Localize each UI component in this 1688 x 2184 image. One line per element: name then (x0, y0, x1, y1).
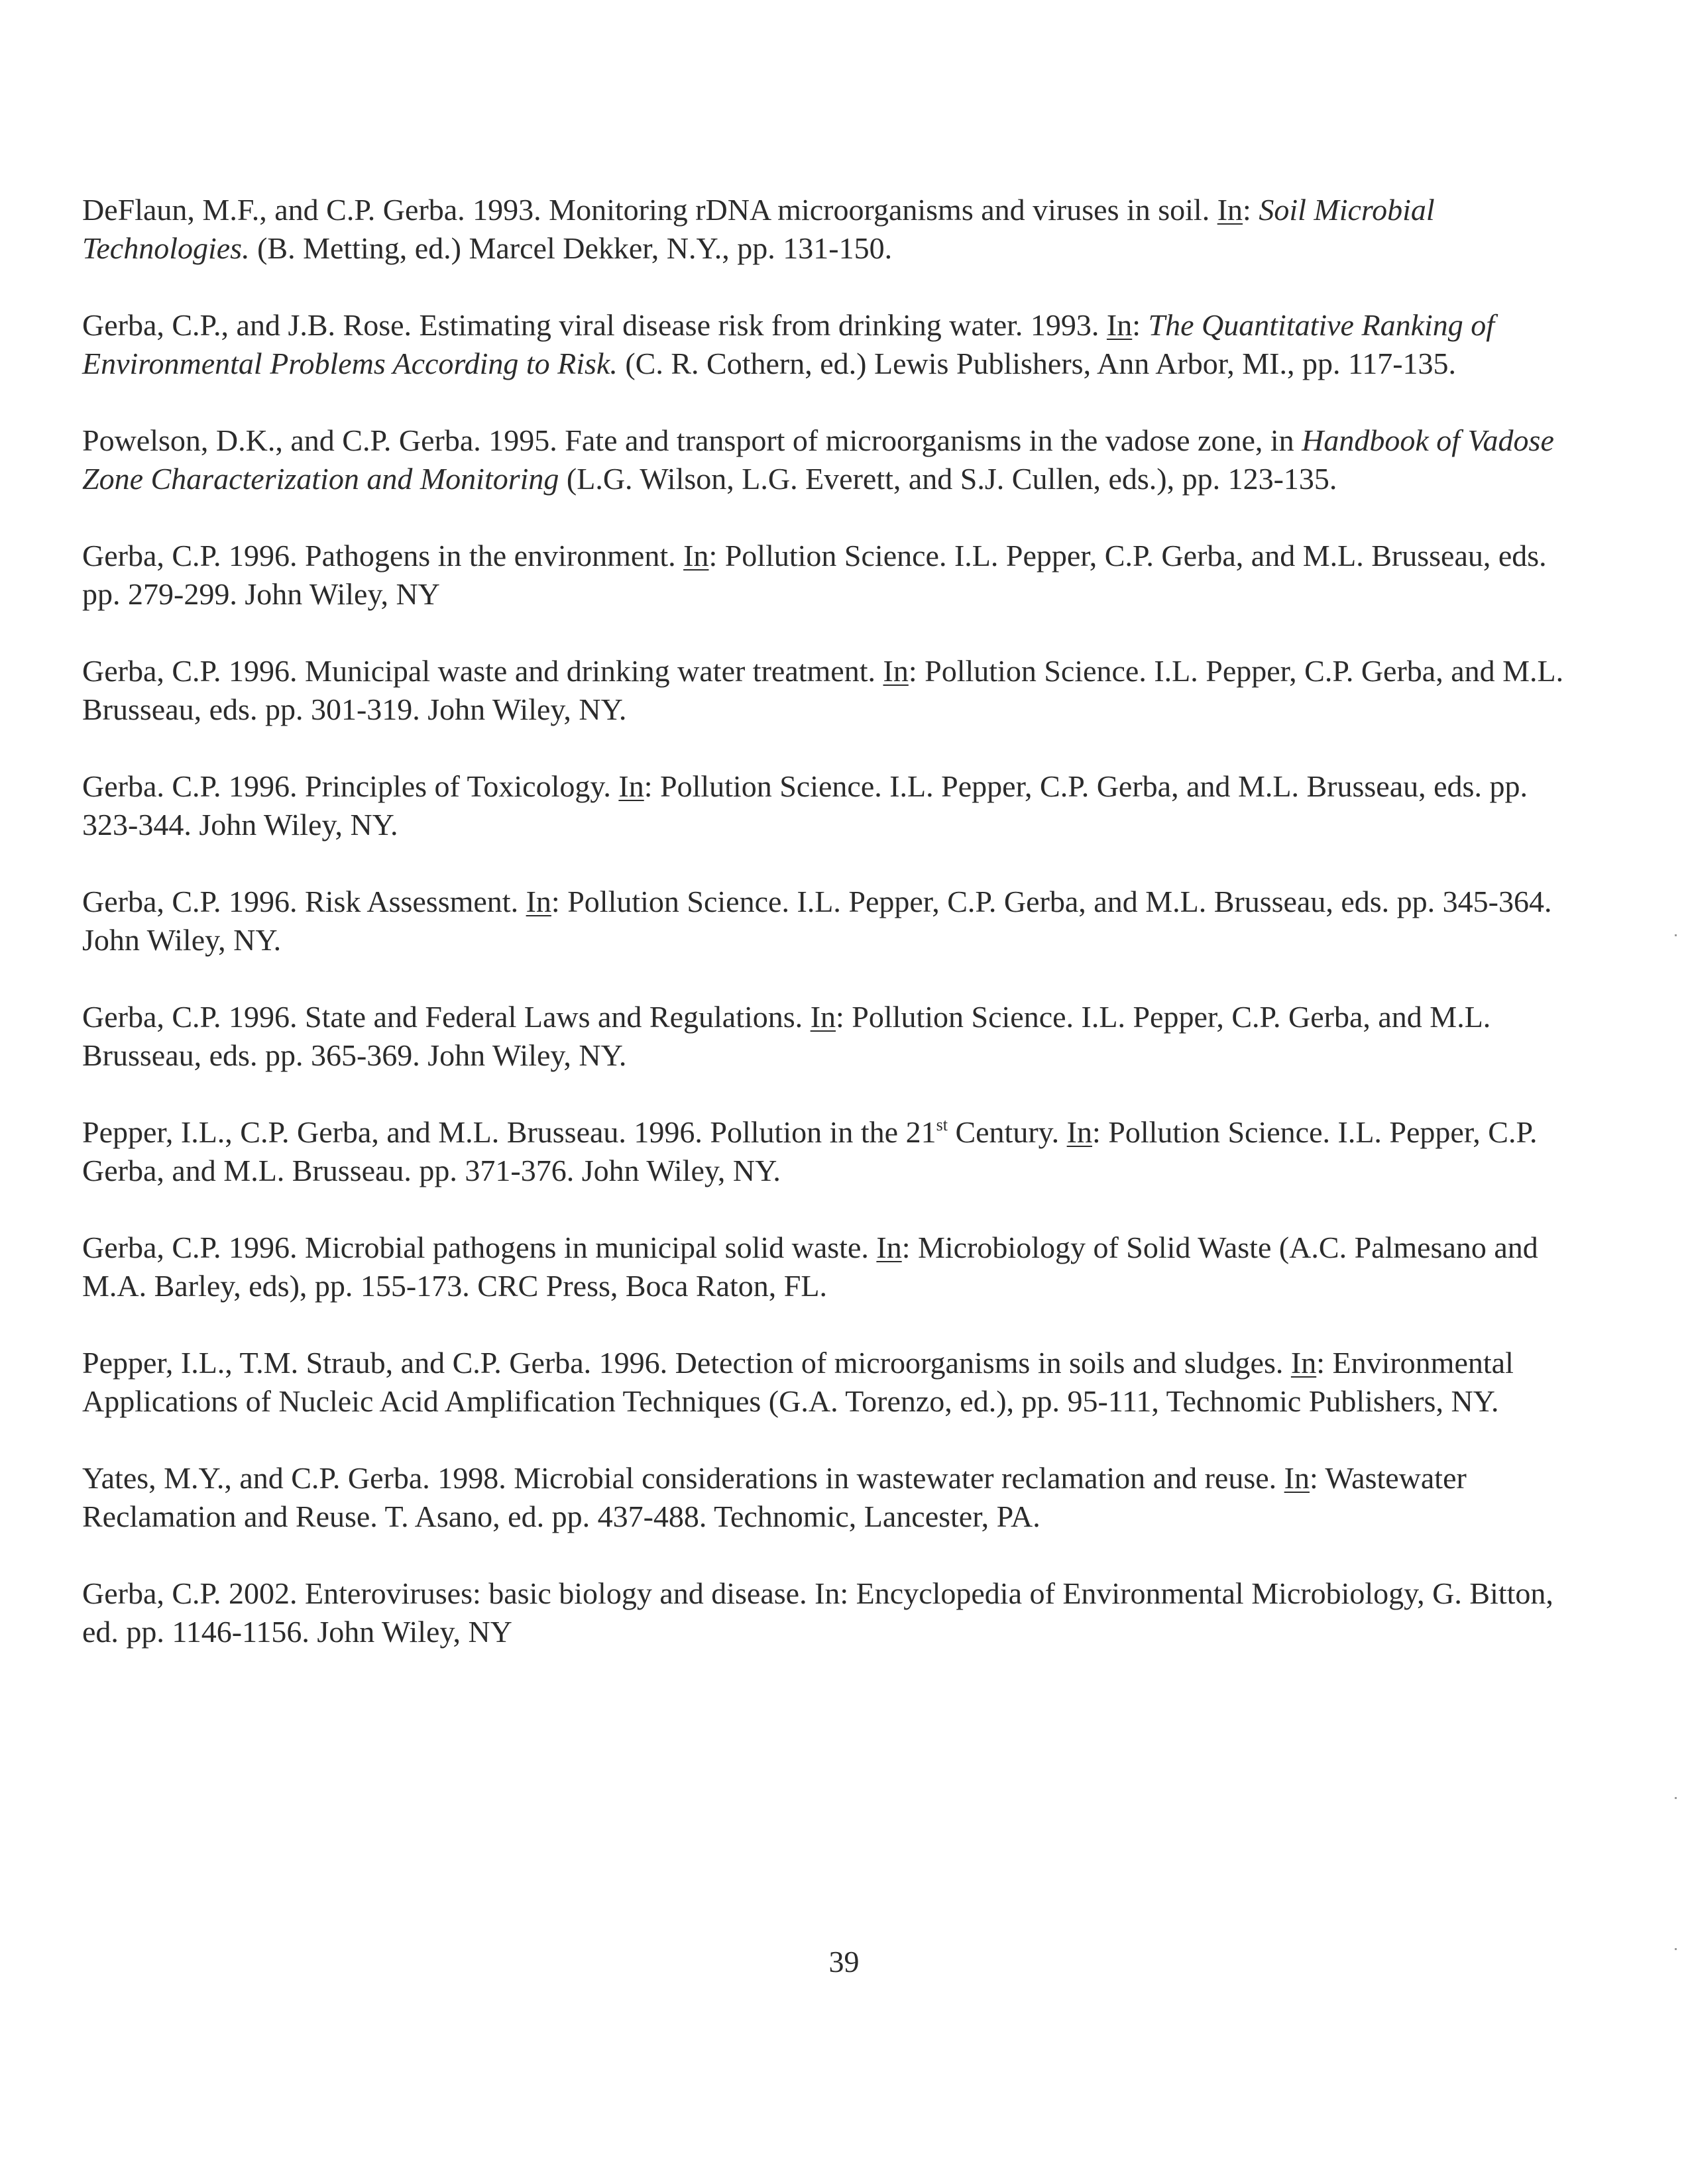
reference-text-underline: In (526, 885, 551, 918)
reference-text-underline: In (683, 539, 709, 573)
reference-entry (82, 883, 1567, 959)
reference-text-plain: : Wastewater Reclamation and Reuse. T. Asano, ed. pp. 437-488. Technomic, Lancester, PA. (82, 1461, 1467, 1533)
reference-entry (82, 652, 1567, 729)
reference-entry (82, 998, 1567, 1075)
reference-entry (82, 421, 1567, 498)
reference-list (82, 191, 1567, 1690)
reference-text-underline: In (1284, 1461, 1310, 1495)
reference-text-plain: Gerba, C.P. 2002. Enteroviruses: basic biology and disease. In: Encyclopedia of Environmental Microbiology, G. Bitton, ed. pp. 1146-1156. John Wiley, NY (82, 1576, 1553, 1649)
reference-text-plain: : Environmental Applications of Nucleic Acid Amplification Techniques (G.A. Torenzo, ed.), pp. 95-111, Technomic Publishers, NY. (82, 1346, 1514, 1418)
reference-entry (82, 767, 1567, 844)
scan-artifact (1675, 934, 1677, 936)
reference-text-plain: : Pollution Science. I.L. Pepper, C.P. Gerba, and M.L. Brusseau, eds. pp. 301-319. John Wiley, NY. (82, 654, 1564, 726)
reference-entry (82, 1228, 1567, 1305)
reference-text-plain: Gerba, C.P., and J.B. Rose. Estimating viral disease risk from drinking water. 1993. (82, 308, 1107, 342)
page-number: 39 (828, 1945, 860, 1979)
scan-artifact (1675, 1948, 1677, 1950)
reference-text-plain: Pepper, I.L., T.M. Straub, and C.P. Gerba. 1996. Detection of microorganisms in soils and sludges. (82, 1346, 1291, 1380)
reference-text-underline: In (876, 1230, 902, 1264)
reference-entry (82, 306, 1567, 383)
reference-text-plain: : Microbiology of Solid Waste (A.C. Palmesano and M.A. Barley, eds), pp. 155-173. CRC Press, Boca Raton, FL. (82, 1230, 1538, 1303)
reference-text-plain: Gerba, C.P. 1996. Municipal waste and drinking water treatment. (82, 654, 883, 688)
reference-text-superscript: st (936, 1115, 948, 1134)
reference-text-plain: (L.G. Wilson, L.G. Everett, and S.J. Cullen, eds.), pp. 123-135. (559, 462, 1337, 496)
reference-text-underline: In (1217, 193, 1243, 227)
reference-entry (82, 537, 1567, 614)
reference-text-plain: : Pollution Science. I.L. Pepper, C.P. Gerba, and M.L. Brusseau, eds. pp. 365-369. John Wiley, NY. (82, 1000, 1491, 1072)
reference-text-plain: Pepper, I.L., C.P. Gerba, and M.L. Brusseau. 1996. Pollution in the 21 (82, 1115, 936, 1149)
reference-text-plain: Powelson, D.K., and C.P. Gerba. 1995. Fate and transport of microorganisms in the vadose zone, in (82, 423, 1302, 457)
reference-text-italic: Handbook of Vadose Zone Characterization and Monitoring (82, 423, 1554, 496)
reference-text-underline: In (810, 1000, 836, 1034)
reference-text-plain: : (1132, 308, 1149, 342)
reference-entry (82, 1459, 1567, 1536)
reference-entry (82, 1113, 1567, 1190)
reference-text-italic: Soil Microbial Technologies. (82, 193, 1435, 265)
reference-entry (82, 1344, 1567, 1421)
reference-text-underline: In (1290, 1346, 1317, 1380)
reference-text-italic: The Quantitative Ranking of Environmental Problems According to Risk. (82, 308, 1495, 380)
reference-text-plain: (C. R. Cothern, ed.) Lewis Publishers, Ann Arbor, MI., pp. 117-135. (617, 347, 1457, 380)
reference-text-plain: : (1243, 193, 1259, 227)
reference-text-plain: Yates, M.Y., and C.P. Gerba. 1998. Microbial considerations in wastewater reclamation and reuse. (82, 1461, 1284, 1495)
reference-text-underline: In (618, 769, 644, 803)
reference-text-plain: : Pollution Science. I.L. Pepper, C.P. Gerba, and M.L. Brusseau, eds. pp. 279-299. John Wiley, NY (82, 539, 1547, 611)
reference-entry (82, 1574, 1567, 1651)
reference-text-plain: Century. (947, 1115, 1067, 1149)
reference-entry (82, 191, 1567, 268)
reference-text-plain: : Pollution Science. I.L. Pepper, C.P. Gerba, and M.L. Brusseau, eds. pp. 323-344. John Wiley, NY. (82, 769, 1528, 842)
reference-text-underline: In (883, 654, 909, 688)
reference-text-plain: DeFlaun, M.F., and C.P. Gerba. 1993. Monitoring rDNA microorganisms and viruses in soil. (82, 193, 1217, 227)
reference-text-plain: Gerba. C.P. 1996. Principles of Toxicology. (82, 769, 619, 803)
scan-artifact (1675, 1797, 1677, 1799)
reference-text-plain: (B. Metting, ed.) Marcel Dekker, N.Y., pp. 131-150. (249, 231, 893, 265)
reference-text-plain: Gerba, C.P. 1996. Pathogens in the environment. (82, 539, 684, 573)
reference-text-plain: Gerba, C.P. 1996. Risk Assessment. (82, 885, 526, 918)
reference-text-underline: In (1066, 1115, 1092, 1149)
reference-text-plain: Gerba, C.P. 1996. State and Federal Laws and Regulations. (82, 1000, 811, 1034)
reference-text-plain: : Pollution Science. I.L. Pepper, C.P. Gerba, and M.L. Brusseau. pp. 371-376. John Wiley, NY. (82, 1115, 1538, 1187)
reference-text-plain: Gerba, C.P. 1996. Microbial pathogens in municipal solid waste. (82, 1230, 877, 1264)
reference-text-plain: : Pollution Science. I.L. Pepper, C.P. Gerba, and M.L. Brusseau, eds. pp. 345-364. John Wiley, NY. (82, 885, 1552, 957)
reference-text-underline: In (1106, 308, 1133, 342)
